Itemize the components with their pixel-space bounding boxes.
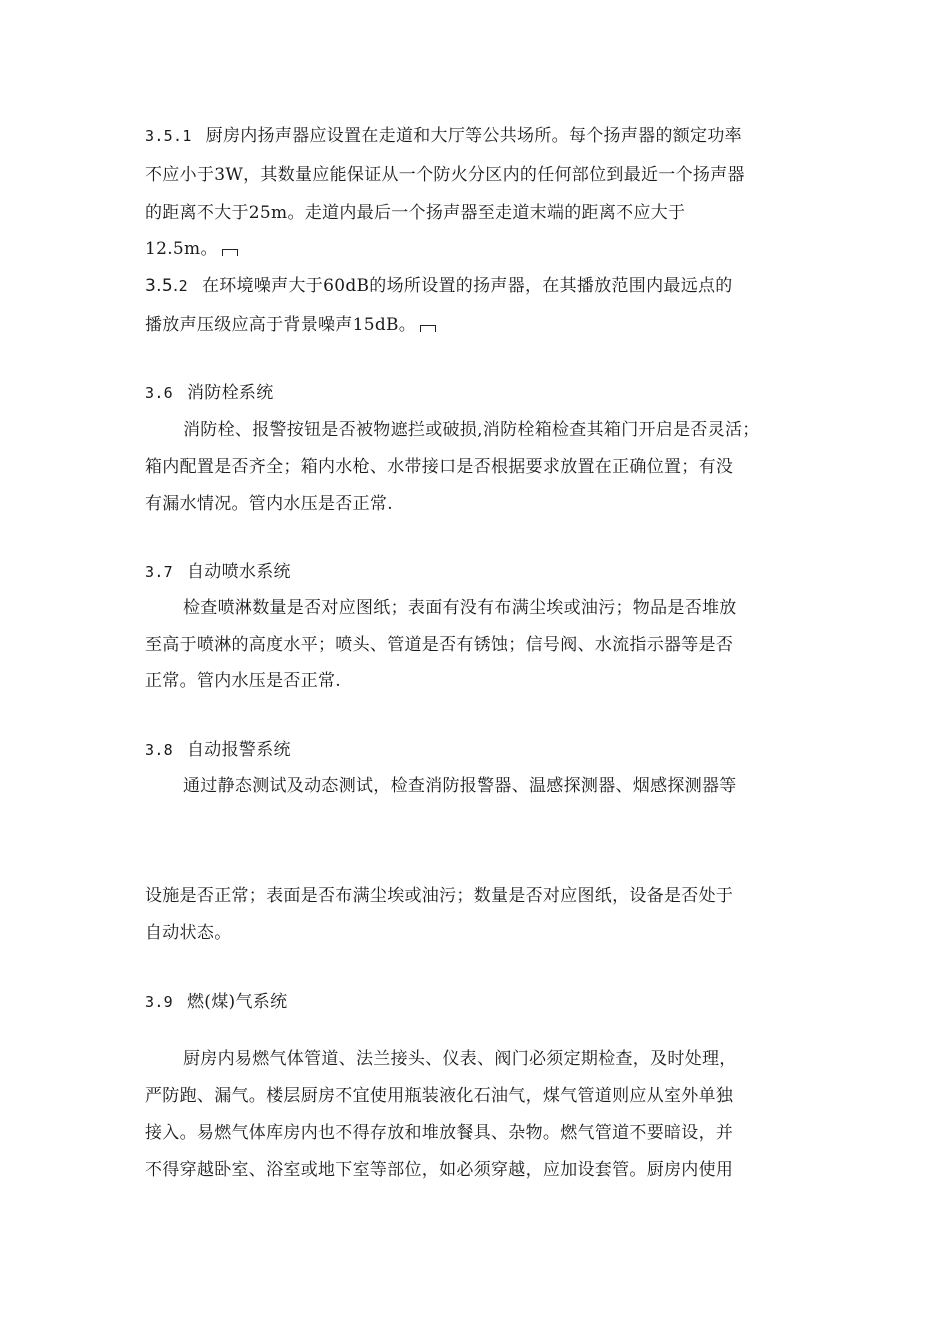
section-number: 3.5.: [145, 276, 179, 296]
section-3-6-line-3: 有漏水情况。管内水压是否正常.: [145, 494, 393, 514]
paragraph-text: 在环境噪声大于60dB的场所设置的扬声器，在其播放范围内最远点的: [201, 276, 733, 296]
section-3-5-1-line-3: 的距离不大于25m。走道内最后一个扬声器至走道末端的距离不应大于: [145, 203, 686, 223]
section-3-7-line-1: 检查喷淋数量是否对应图纸；表面有没有布满尘埃或油污；物品是否堆放: [183, 598, 737, 618]
section-3-9-heading: [145, 991, 287, 1013]
section-3-5-1-line-2: 不应小于3W，其数量应能保证从一个防火分区内的任何部位到最近一个扬声器: [145, 165, 745, 185]
section-number: 3.6: [145, 384, 173, 402]
section-3-7-line-3: 正常。管内水压是否正常.: [145, 671, 342, 691]
section-3-6-heading: [145, 382, 274, 404]
section-3-5-1-line-4: [145, 238, 238, 260]
section-number: 3.5.1: [145, 127, 192, 145]
section-3-9-line-3: 接入。易燃气体库房内也不得存放和堆放餐具、杂物。燃气管道不要暗设，并: [145, 1123, 734, 1143]
section-3-8-heading: [145, 739, 291, 761]
section-3-8-line-1: 通过静态测试及动态测试，检查消防报警器、温感探测器、烟感探测器等: [183, 776, 737, 796]
section-title: 燃(煤)气系统: [187, 992, 288, 1012]
section-number: 3.9: [145, 993, 173, 1011]
section-title: 自动喷水系统: [187, 562, 291, 582]
section-number: 3.8: [145, 741, 173, 759]
section-3-5-2-line-2: [145, 314, 436, 336]
section-3-7-heading: [145, 561, 291, 583]
section-3-9-line-4: 不得穿越卧室、浴室或地下室等部位，如必须穿越，应加设套管。厨房内使用: [145, 1160, 734, 1180]
section-3-5-2-line-1: [145, 275, 733, 297]
paragraph-mark-icon: [420, 325, 436, 332]
section-3-9-line-1: 厨房内易燃气体管道、法兰接头、仪表、阀门必须定期检查，及时处理，: [183, 1049, 737, 1069]
section-3-5-1-line-1: [145, 125, 742, 147]
section-3-6-line-1: 消防栓、报警按钮是否被物遮拦或破损,消防栓箱检查其箱门开启是否灵活；: [183, 420, 760, 440]
paragraph-text: 播放声压级应高于背景噪声15dB。: [145, 315, 417, 335]
section-3-8-line-2: 设施是否正常；表面是否布满尘埃或油污；数量是否对应图纸，设备是否处于: [145, 886, 734, 906]
section-3-8-line-3: 自动状态。: [145, 923, 232, 943]
section-3-6-line-2: 箱内配置是否齐全；箱内水枪、水带接口是否根据要求放置在正确位置；有没: [145, 457, 734, 477]
section-title: 自动报警系统: [187, 740, 291, 760]
paragraph-text: 12.5m。: [145, 239, 218, 259]
section-number-suffix: 2: [178, 277, 188, 295]
paragraph-text: 厨房内扬声器应设置在走道和大厅等公共场所。每个扬声器的额定功率: [205, 126, 742, 146]
paragraph-mark-icon: [222, 249, 238, 256]
section-3-9-line-2: 严防跑、漏气。楼层厨房不宜使用瓶装液化石油气，煤气管道则应从室外单独: [145, 1086, 734, 1106]
section-title: 消防栓系统: [187, 383, 274, 403]
section-3-7-line-2: 至高于喷淋的高度水平；喷头、管道是否有锈蚀；信号阀、水流指示器等是否: [145, 635, 734, 655]
section-number: 3.7: [145, 563, 173, 581]
